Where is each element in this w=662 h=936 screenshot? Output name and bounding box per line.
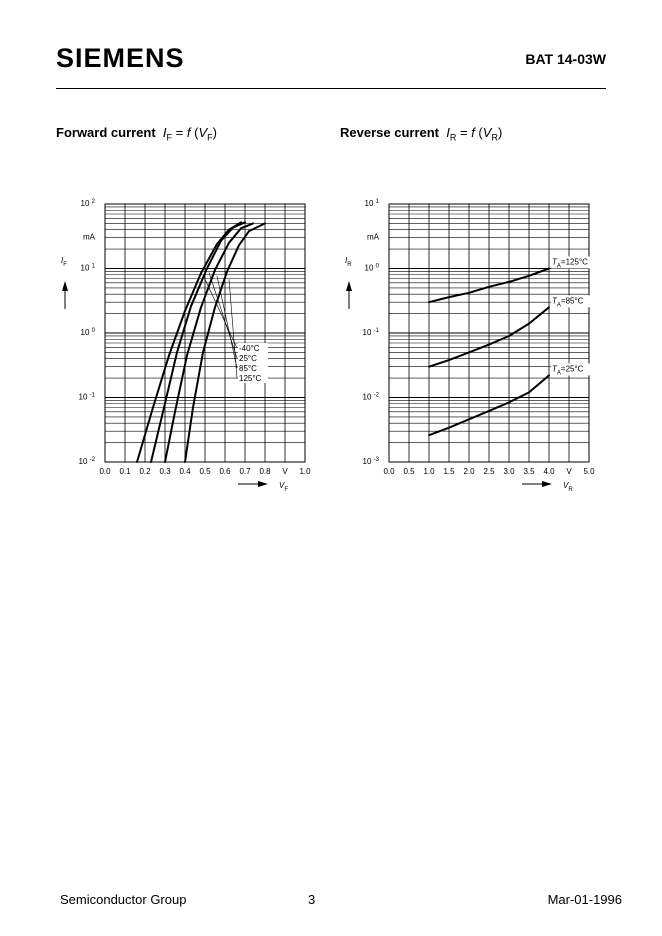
series-label: $T_A=125^\circ C$ [552,257,588,270]
y-tick-label: 10 $^0$ [80,328,95,337]
x-tick-label: 1.0 [423,467,435,476]
reverse-current-chart [340,185,620,505]
y-axis-arrow-head [346,281,352,291]
legend-label: 85°C [239,364,257,373]
x-tick-label: 0.0 [99,467,111,476]
x-tick-label: 1.5 [443,467,455,476]
x-axis-label: $V_R$ [563,481,573,493]
forward-current-title: Forward current $I_F = f$ $(V_F)$ [56,125,217,143]
x-tick-label: 1.0 [299,467,311,476]
y-unit-label: mA [83,232,95,242]
x-tick-label: 3.0 [503,467,515,476]
legend-label: 125°C [239,374,262,383]
series-label: $T_A=25^\circ C$ [552,364,584,377]
x-axis-label: $V_F$ [279,481,289,493]
reverse-current-title: Reverse current $I_R = f$ $(V_R)$ [340,125,503,143]
footer-company: Semiconductor Group [60,892,187,907]
y-tick-label: 10 $^1$ [364,199,379,208]
y-axis-arrow-head [62,281,68,291]
x-tick-label: 5.0 [583,467,595,476]
y-tick-label: 10 $^{-1}$ [362,328,379,337]
footer-page-number: 3 [308,892,316,907]
x-tick-label: V [566,467,572,476]
x-tick-label: 0.6 [219,467,231,476]
y-axis-label: $I_F$ [61,256,67,268]
x-tick-label: 3.5 [523,467,535,476]
siemens-logo: SIEMENS [56,43,185,73]
y-axis-label: $I_R$ [345,256,352,268]
y-tick-label: 10 $^0$ [364,263,379,273]
x-tick-label: 0.1 [119,467,131,476]
y-tick-label: 10 $^2$ [80,199,95,208]
x-tick-label: 2.5 [483,467,495,476]
x-tick-label: 0.4 [179,467,191,476]
x-tick-label: 2.0 [463,467,475,476]
x-tick-label: 0.3 [159,467,171,476]
legend-label: 25°C [239,354,257,363]
x-tick-label: 0.2 [139,467,151,476]
x-tick-label: 0.8 [259,467,271,476]
x-axis-arrow-head [542,481,552,487]
header-divider [56,88,606,89]
y-unit-label: mA [367,232,379,242]
legend-label: -40°C [239,344,260,353]
y-tick-label: 10 $^{-2}$ [78,457,95,466]
series-label: $T_A=85^\circ C$ [552,296,584,309]
part-number: BAT 14-03W [525,51,606,67]
y-tick-label: 10 $^{-3}$ [362,457,379,466]
y-tick-label: 10 $^{-1}$ [78,392,95,402]
x-axis-arrow-head [258,481,268,487]
x-tick-label: 0.5 [403,467,415,476]
x-tick-label: 0.0 [383,467,395,476]
forward-current-chart [56,185,336,505]
x-tick-label: V [282,467,288,476]
y-tick-label: 10 $^1$ [80,263,95,273]
footer-date: Mar-01-1996 [547,892,622,907]
x-tick-label: 4.0 [543,467,555,476]
x-tick-label: 0.7 [239,467,251,476]
y-tick-label: 10 $^{-2}$ [362,392,379,402]
x-tick-label: 0.5 [199,467,211,476]
